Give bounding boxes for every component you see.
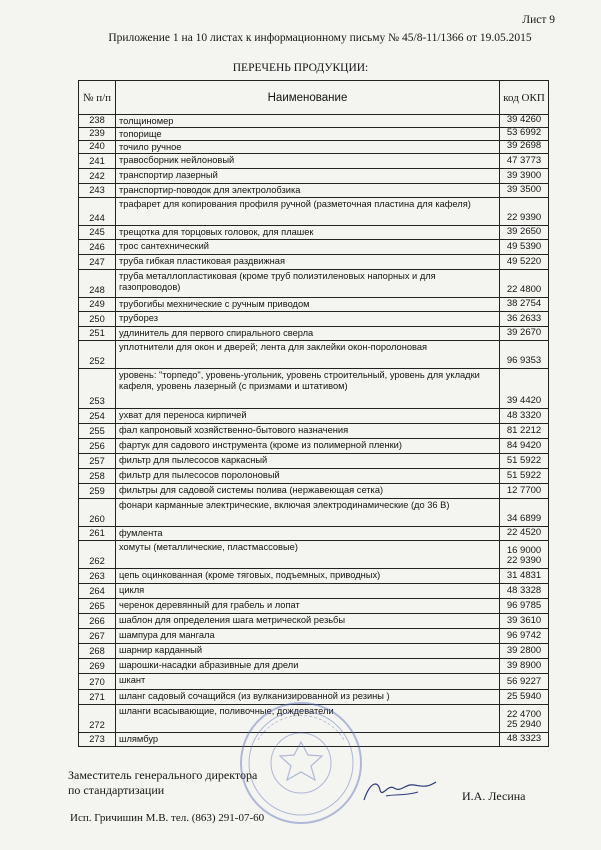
row-number: 257 <box>79 454 116 469</box>
okp-code: 39 2800 <box>500 644 549 659</box>
table-row <box>79 141 549 154</box>
okp-code: 84 9420 <box>500 439 549 454</box>
row-number: 270 <box>79 674 116 690</box>
okp-code: 48 3328 <box>500 584 549 599</box>
row-number: 250 <box>79 312 116 327</box>
table-row <box>79 644 549 659</box>
product-name: шланг садовый сочащийся (из вулканизированной из резины ) <box>116 690 500 705</box>
table-row <box>79 705 549 733</box>
table-row <box>79 674 549 690</box>
product-name: трубогибы мехнические с ручным приводом <box>116 298 500 312</box>
table-row <box>79 733 549 747</box>
okp-code: 39 3500 <box>500 184 549 198</box>
row-number: 249 <box>79 298 116 312</box>
product-name: точило ручное <box>116 141 500 154</box>
table-row <box>79 484 549 499</box>
product-name: шампура для мангала <box>116 629 500 644</box>
row-number: 268 <box>79 644 116 659</box>
okp-code: 56 9227 <box>500 674 549 690</box>
product-name: толщиномер <box>116 115 500 128</box>
row-number: 251 <box>79 327 116 341</box>
table-row <box>79 690 549 705</box>
row-number: 241 <box>79 154 116 169</box>
product-name: труба металлопластиковая (кроме труб полиэтиленовых напорных и для газопроводов) <box>116 270 500 298</box>
product-name: топорище <box>116 128 500 141</box>
okp-code: 51 5922 <box>500 469 549 484</box>
okp-code: 39 8900 <box>500 659 549 674</box>
table-row <box>79 659 549 674</box>
table-row <box>79 424 549 439</box>
table-row <box>79 599 549 614</box>
row-number: 269 <box>79 659 116 674</box>
row-number: 238 <box>79 115 116 128</box>
table-row <box>79 184 549 198</box>
row-number: 263 <box>79 569 116 584</box>
document-title: ПЕРЕЧЕНЬ ПРОДУКЦИИ: <box>232 62 369 74</box>
row-number: 253 <box>79 369 116 409</box>
okp-code: 39 3610 <box>500 614 549 629</box>
row-number: 266 <box>79 614 116 629</box>
table-row <box>79 341 549 369</box>
row-number: 248 <box>79 270 116 298</box>
product-name: транспортир-поводок для электролобзика <box>116 184 500 198</box>
okp-code: 22 4700 25 2940 <box>500 705 549 733</box>
table-row <box>79 569 549 584</box>
okp-code: 39 2650 <box>500 226 549 240</box>
okp-code: 39 4260 <box>500 115 549 128</box>
signatory-department: по стандартизации <box>68 783 165 797</box>
okp-code: 25 5940 <box>500 690 549 705</box>
product-name: труба гибкая пластиковая раздвижная <box>116 255 500 270</box>
column-header-number: № п/п <box>79 81 116 115</box>
table-row <box>79 255 549 270</box>
okp-code: 34 6899 <box>500 499 549 527</box>
product-name: труборез <box>116 312 500 327</box>
product-name: транспортир лазерный <box>116 169 500 184</box>
okp-code: 51 5922 <box>500 454 549 469</box>
row-number: 267 <box>79 629 116 644</box>
product-name: цикля <box>116 584 500 599</box>
row-number: 272 <box>79 705 116 733</box>
table-row <box>79 154 549 169</box>
table-row <box>79 115 549 128</box>
product-name: шарошки-насадки абразивные для дрели <box>116 659 500 674</box>
row-number: 261 <box>79 527 116 541</box>
okp-code: 22 4520 <box>500 527 549 541</box>
column-header-name: Наименование <box>116 81 500 115</box>
table-row <box>79 226 549 240</box>
product-name: шарнир карданный <box>116 644 500 659</box>
product-name: фильтр для пылесосов поролоновый <box>116 469 500 484</box>
row-number: 265 <box>79 599 116 614</box>
handwritten-signature <box>360 776 440 806</box>
row-number: 240 <box>79 141 116 154</box>
table-row <box>79 469 549 484</box>
product-name: уровень: "торпедо", уровень-угольник, уровень строительный, уровень для укладки кафеля, уровень лазерный (с призмами и штативом) <box>116 369 500 409</box>
sheet-number: Лист 9 <box>522 14 555 26</box>
product-name: удлинитель для первого спирального сверла <box>116 327 500 341</box>
table-row <box>79 527 549 541</box>
row-number: 239 <box>79 128 116 141</box>
product-name: уплотнители для окон и дверей; лента для заклейки окон-поролоновая <box>116 341 500 369</box>
row-number: 254 <box>79 409 116 424</box>
okp-code: 53 6992 <box>500 128 549 141</box>
okp-code: 36 2633 <box>500 312 549 327</box>
table-row <box>79 198 549 226</box>
product-name: шлямбур <box>116 733 500 747</box>
okp-code: 39 2670 <box>500 327 549 341</box>
okp-code: 49 5220 <box>500 255 549 270</box>
column-header-code: код ОКП <box>500 81 549 115</box>
table-row <box>79 409 549 424</box>
product-name: фартук для садового инструмента (кроме из полимерной пленки) <box>116 439 500 454</box>
row-number: 255 <box>79 424 116 439</box>
table-row <box>79 629 549 644</box>
row-number: 260 <box>79 499 116 527</box>
row-number: 244 <box>79 198 116 226</box>
okp-code: 12 7700 <box>500 484 549 499</box>
table-row <box>79 327 549 341</box>
product-name: фильтры для садовой системы полива (нержавеющая сетка) <box>116 484 500 499</box>
table-row <box>79 312 549 327</box>
okp-code: 96 9785 <box>500 599 549 614</box>
product-name: ухват для переноса кирпичей <box>116 409 500 424</box>
table-row <box>79 169 549 184</box>
table-row <box>79 584 549 599</box>
row-number: 259 <box>79 484 116 499</box>
row-number: 243 <box>79 184 116 198</box>
row-number: 242 <box>79 169 116 184</box>
okp-code: 39 4420 <box>500 369 549 409</box>
table-row <box>79 439 549 454</box>
product-name: трещотка для торцовых головок, для плашек <box>116 226 500 240</box>
signature-block <box>68 768 257 798</box>
table-header-row <box>79 81 549 115</box>
okp-code: 96 9742 <box>500 629 549 644</box>
product-name: трос сантехнический <box>116 240 500 255</box>
table-row <box>79 298 549 312</box>
product-name: черенок деревянный для грабель и лопат <box>116 599 500 614</box>
table-row <box>79 369 549 409</box>
okp-code: 48 3320 <box>500 409 549 424</box>
row-number: 247 <box>79 255 116 270</box>
okp-code: 81 2212 <box>500 424 549 439</box>
row-number: 271 <box>79 690 116 705</box>
row-number: 264 <box>79 584 116 599</box>
table-row <box>79 270 549 298</box>
row-number: 252 <box>79 341 116 369</box>
okp-code: 22 9390 <box>500 198 549 226</box>
table-row <box>79 541 549 569</box>
product-table <box>78 80 549 747</box>
product-name: фонари карманные электрические, включая электродинамические (до 36 В) <box>116 499 500 527</box>
okp-code: 47 3773 <box>500 154 549 169</box>
row-number: 256 <box>79 439 116 454</box>
product-name: шланги всасывающие, поливочные, дождеватели <box>116 705 500 733</box>
product-name: шкант <box>116 674 500 690</box>
okp-code: 22 4800 <box>500 270 549 298</box>
signatory-position: Заместитель генерального директора <box>68 768 258 782</box>
row-number: 258 <box>79 469 116 484</box>
okp-code: 38 2754 <box>500 298 549 312</box>
okp-code: 39 3900 <box>500 169 549 184</box>
okp-code: 49 5390 <box>500 240 549 255</box>
product-name: травосборник нейлоновый <box>116 154 500 169</box>
table-row <box>79 499 549 527</box>
executor-contact: Исп. Гричишин М.В. тел. (863) 291-07-60 <box>70 812 265 824</box>
row-number: 273 <box>79 733 116 747</box>
okp-code: 39 2698 <box>500 141 549 154</box>
row-number: 262 <box>79 541 116 569</box>
product-name: фал капроновый хозяйственно-бытового назначения <box>116 424 500 439</box>
product-name: фильтр для пылесосов каркасный <box>116 454 500 469</box>
table-row <box>79 240 549 255</box>
product-name: трафарет для копирования профиля ручной (разметочная пластина для кафеля) <box>116 198 500 226</box>
signatory-name: И.А. Лесина <box>462 789 526 803</box>
product-name: хомуты (металлические, пластмассовые) <box>116 541 500 569</box>
product-name: фумлента <box>116 527 500 541</box>
row-number: 245 <box>79 226 116 240</box>
table-row <box>79 128 549 141</box>
okp-code: 48 3323 <box>500 733 549 747</box>
okp-code: 31 4831 <box>500 569 549 584</box>
row-number: 246 <box>79 240 116 255</box>
product-name: шаблон для определения шага метрической резьбы <box>116 614 500 629</box>
product-name: цепь оцинкованная (кроме тяговых, подъемных, приводных) <box>116 569 500 584</box>
okp-code: 16 9000 22 9390 <box>500 541 549 569</box>
table-row <box>79 454 549 469</box>
table-row <box>79 614 549 629</box>
appendix-line: Приложение 1 на 10 листах к информационному письму № 45/8-11/1366 от 19.05.2015 <box>108 32 532 44</box>
okp-code: 96 9353 <box>500 341 549 369</box>
